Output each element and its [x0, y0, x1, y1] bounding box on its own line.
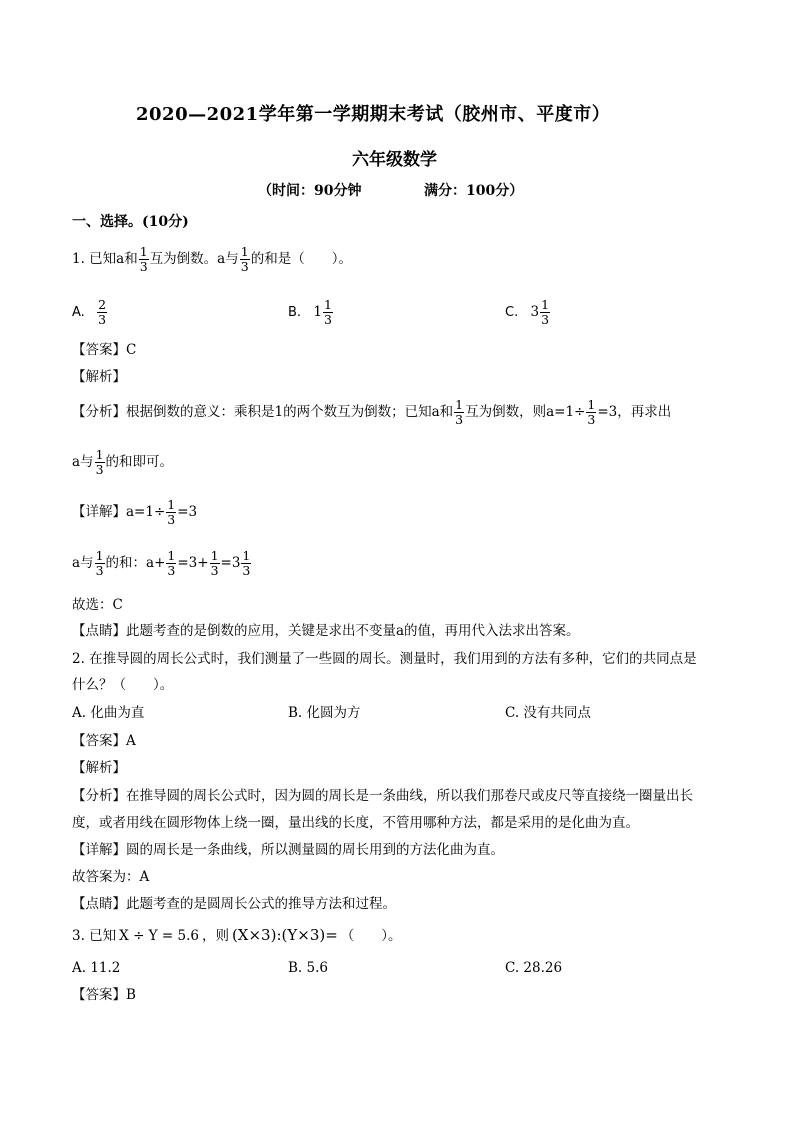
- q1-fraction: [454, 398, 464, 427]
- frac-denominator: 3: [242, 563, 251, 578]
- answer-tag: 【答案】: [72, 987, 126, 1003]
- q1-fraction: [240, 245, 250, 274]
- q2-stem-line2: 什么？（ ）。: [72, 677, 174, 693]
- fenxi-text: 的和即可。: [105, 454, 174, 470]
- q2-fenxi-line1: [72, 786, 693, 806]
- mixed-whole: 1: [313, 304, 322, 320]
- fenxi-text: 根据倒数的意义：乘积是1的两个数互为倒数；已知a和: [126, 404, 454, 420]
- q3-answer: [72, 985, 136, 1005]
- q1-answer: [72, 340, 136, 360]
- frac-numerator: 1: [210, 548, 219, 563]
- q1-xiangjie: [72, 498, 197, 527]
- q1-fraction: [139, 245, 149, 274]
- sum-text: =3+: [177, 555, 209, 571]
- answer-tag: 【答案】: [72, 342, 126, 358]
- fenxi-text: a与: [72, 454, 94, 470]
- q1-stem: [72, 245, 352, 274]
- frac-denominator: 3: [541, 312, 550, 327]
- frac-denominator: 3: [98, 312, 107, 327]
- dianjing-text: 此题考查的是圆周长公式的推导方法和过程。: [126, 896, 396, 912]
- sum-text: 的和：a+: [105, 555, 166, 571]
- option-fraction: [540, 298, 550, 327]
- q1-dianjing: [72, 621, 580, 641]
- option-fraction: [97, 298, 107, 327]
- frac-numerator: 1: [541, 297, 550, 312]
- q2-stem-line1: 2. 在推导圆的周长公式时，我们测量了一些圆的周长。测量时，我们用到的方法有多种，它们的共同点是: [72, 651, 697, 667]
- frac-numerator: 1: [455, 397, 464, 412]
- q2-option-c: C. 没有共同点: [505, 705, 591, 721]
- option-label: C.: [505, 305, 519, 320]
- frac-numerator: 1: [139, 244, 148, 259]
- xiangjie-tag: 【详解】: [72, 842, 126, 858]
- fenxi-text: =3，再求出: [597, 404, 672, 420]
- q1-stem-text: 1. 已知a和: [72, 251, 138, 267]
- dianjing-text: 此题考查的是倒数的应用，关键是求出不变量a的值，再用代入法求出答案。: [126, 623, 580, 639]
- q2-answer: [72, 731, 136, 751]
- fenxi-text: 在推导圆的周长公式时，因为圆的周长是一条曲线，所以我们那卷尺或皮尺等直接绕一圈量出长: [126, 788, 693, 804]
- q3-option-c: C. 28.26: [505, 960, 563, 976]
- q3-stem: [72, 925, 402, 946]
- q1-fraction: [95, 448, 105, 477]
- frac-denominator: 3: [95, 563, 104, 578]
- q3-expression: (X×3):(Y×3)=: [231, 926, 338, 944]
- q2-dianjing: [72, 894, 396, 914]
- q3-stem-text: ，则: [201, 928, 229, 944]
- dianjing-tag: 【点睛】: [72, 623, 126, 639]
- q3-stem-text: （ ）。: [340, 928, 402, 944]
- frac-numerator: 1: [167, 548, 176, 563]
- q1-guxuan: 故选：C: [72, 597, 123, 613]
- fenxi-text: 互为倒数，则a=1÷: [465, 404, 586, 420]
- q1-stem-text: 互为倒数。a与: [149, 251, 239, 267]
- q1-analysis-tag: 【解析】: [72, 369, 126, 385]
- frac-numerator: 1: [242, 548, 251, 563]
- q1-option-b: [288, 298, 334, 327]
- xiangjie-text: 圆的周长是一条曲线，所以测量圆的周长用到的方法化曲为直。: [126, 842, 504, 858]
- frac-denominator: 3: [587, 412, 596, 427]
- frac-numerator: 1: [95, 548, 104, 563]
- q2-analysis-tag: 【解析】: [72, 760, 126, 776]
- answer-tag: 【答案】: [72, 733, 126, 749]
- q1-fraction: [210, 549, 220, 578]
- frac-denominator: 3: [210, 563, 219, 578]
- q1-fraction: [586, 398, 596, 427]
- page-subtitle: 六年级数学: [352, 150, 437, 170]
- q1-fenxi-line2: [72, 448, 173, 477]
- answer-value: B: [126, 987, 136, 1003]
- frac-numerator: 1: [167, 497, 176, 512]
- frac-denominator: 3: [139, 259, 148, 274]
- frac-numerator: 2: [98, 297, 107, 312]
- q1-fenxi: [72, 398, 671, 427]
- q3-option-b: B. 5.6: [288, 960, 328, 976]
- frac-denominator: 3: [240, 259, 249, 274]
- page-title: 2020—2021学年第一学期期末考试（胶州市、平度市）: [136, 104, 611, 125]
- frac-denominator: 3: [95, 462, 104, 477]
- frac-denominator: 3: [167, 563, 176, 578]
- xiangjie-text: =3: [177, 504, 198, 520]
- answer-value: A: [126, 733, 136, 749]
- q1-fraction: [166, 549, 176, 578]
- q3-stem-text: 3. 已知: [72, 928, 117, 944]
- q1-sum: [72, 549, 252, 578]
- option-fraction: [323, 298, 333, 327]
- q2-gudaan: 故答案为：A: [72, 869, 150, 885]
- sum-text: a与: [72, 555, 94, 571]
- frac-numerator: 1: [95, 447, 104, 462]
- q1-fraction: [166, 498, 176, 527]
- q2-fenxi-line2: 度，或者用线在圆形物体上绕一圈，量出线的长度，不管用哪种方法，都是采用的是化曲为直。: [72, 815, 639, 831]
- q2-option-b: B. 化圆为方: [288, 705, 361, 721]
- frac-numerator: 1: [240, 244, 249, 259]
- frac-numerator: 1: [323, 297, 332, 312]
- fenxi-tag: 【分析】: [72, 788, 126, 804]
- q1-option-c: [505, 298, 551, 327]
- dianjing-tag: 【点睛】: [72, 896, 126, 912]
- q1-fraction: [95, 549, 105, 578]
- frac-denominator: 3: [323, 312, 332, 327]
- q3-option-a: A. 11.2: [72, 960, 121, 976]
- q3-expression: X ÷ Y = 5.6: [119, 928, 199, 944]
- mixed-whole: 3: [530, 304, 540, 320]
- frac-denominator: 3: [455, 412, 464, 427]
- frac-denominator: 3: [167, 512, 176, 527]
- section-heading: 一、选择。(10分): [72, 214, 189, 230]
- sum-text: =3: [220, 555, 241, 571]
- q2-option-a: A. 化曲为直: [72, 705, 145, 721]
- option-label: B.: [288, 305, 302, 320]
- q1-option-a: [72, 298, 108, 327]
- exam-time: （时间：90分钟: [258, 183, 362, 199]
- option-label: A.: [72, 305, 85, 320]
- xiangjie-tag: 【详解】: [72, 504, 126, 520]
- q2-xiangjie: [72, 840, 504, 860]
- answer-value: C: [126, 342, 137, 358]
- q1-stem-text: 的和是（ ）。: [250, 251, 352, 267]
- frac-numerator: 1: [587, 397, 596, 412]
- fenxi-tag: 【分析】: [72, 404, 126, 420]
- q1-fraction: [241, 549, 251, 578]
- xiangjie-text: a=1÷: [126, 504, 166, 520]
- exam-score: 满分：100分）: [424, 183, 524, 199]
